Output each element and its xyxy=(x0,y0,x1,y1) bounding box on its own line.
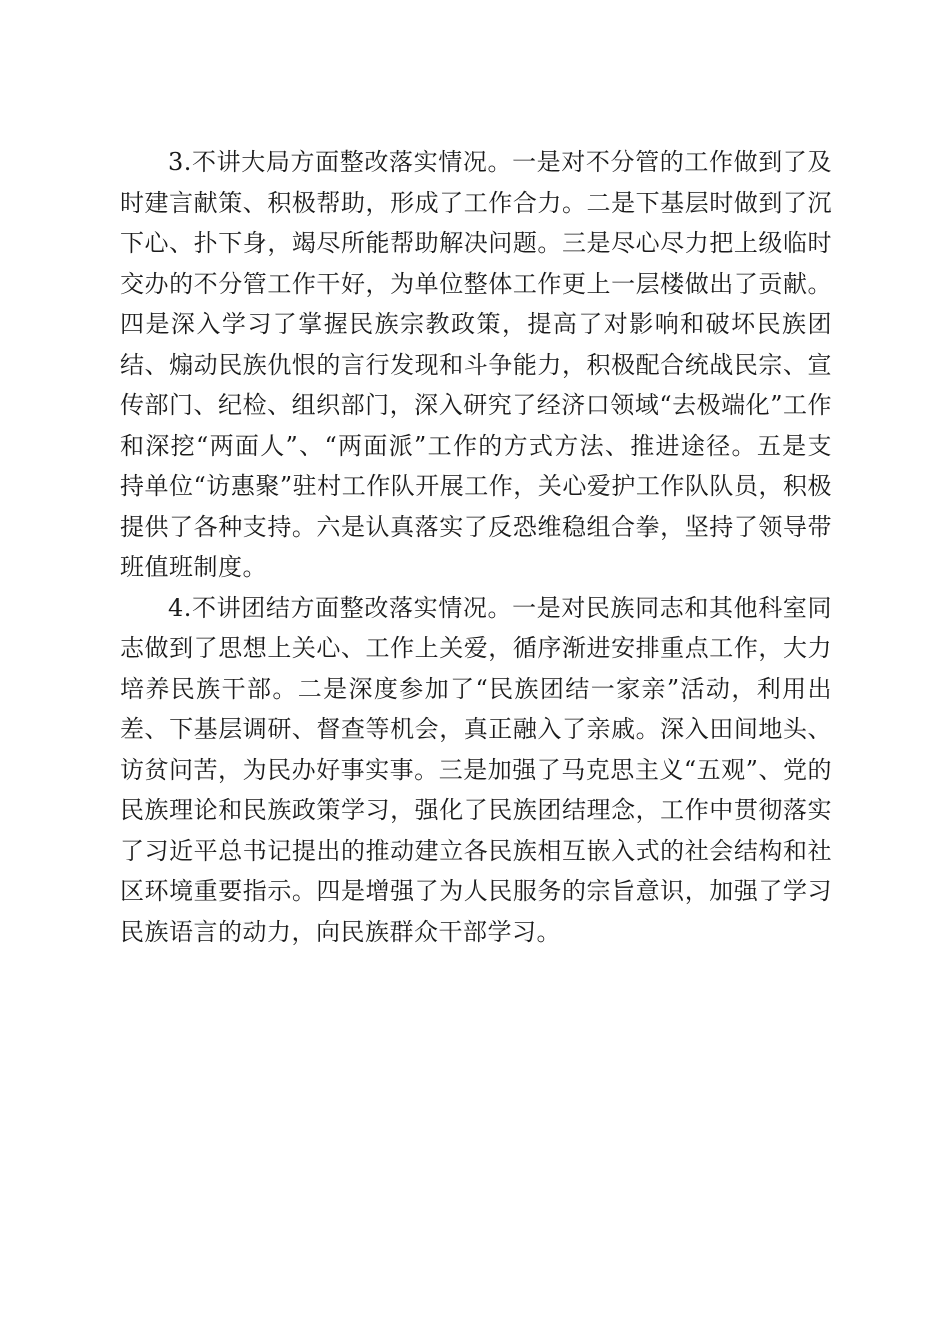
paragraph-section-3: 3.不讲大局方面整改落实情况。一是对不分管的工作做到了及时建言献策、积极帮助，形成了工作合力。二是下基层时做到了沉下心、扑下身，竭尽所能帮助解决问题。三是尽心尽力把上级临时交办的不分管工作干好，为单位整体工作更上一层楼做出了贡献。四是深入学习了掌握民族宗教政策，提高了对影响和破坏民族团结、煽动民族仇恨的言行发现和斗争能力，积极配合统战民宗、宣传部门、纪检、组织部门，深入研究了经济口领域“去极端化”工作和深挖“两面人”、“两面派”工作的方式方法、推进途径。五是支持单位“访惠聚”驻村工作队开展工作，关心爱护工作队队员，积极提供了各种支持。六是认真落实了反恐维稳组合拳，坚持了领导带班值班制度。 xyxy=(120,148,832,581)
paragraph-section-4: 4.不讲团结方面整改落实情况。一是对民族同志和其他科室同志做到了思想上关心、工作上关爱，循序渐进安排重点工作，大力培养民族干部。二是深度参加了“民族团结一家亲”活动，利用出差、下基层调研、督查等机会，真正融入了亲戚。深入田间地头、访贫问苦，为民办好事实事。三是加强了马克思主义“五观”、党的民族理论和民族政策学习，强化了民族团结理念，工作中贯彻落实了习近平总书记提出的推动建立各民族相互嵌入式的社会结构和社区环境重要指示。四是增强了为人民服务的宗旨意识，加强了学习民族语言的动力，向民族群众干部学习。 xyxy=(120,593,832,946)
document-body xyxy=(120,142,832,952)
